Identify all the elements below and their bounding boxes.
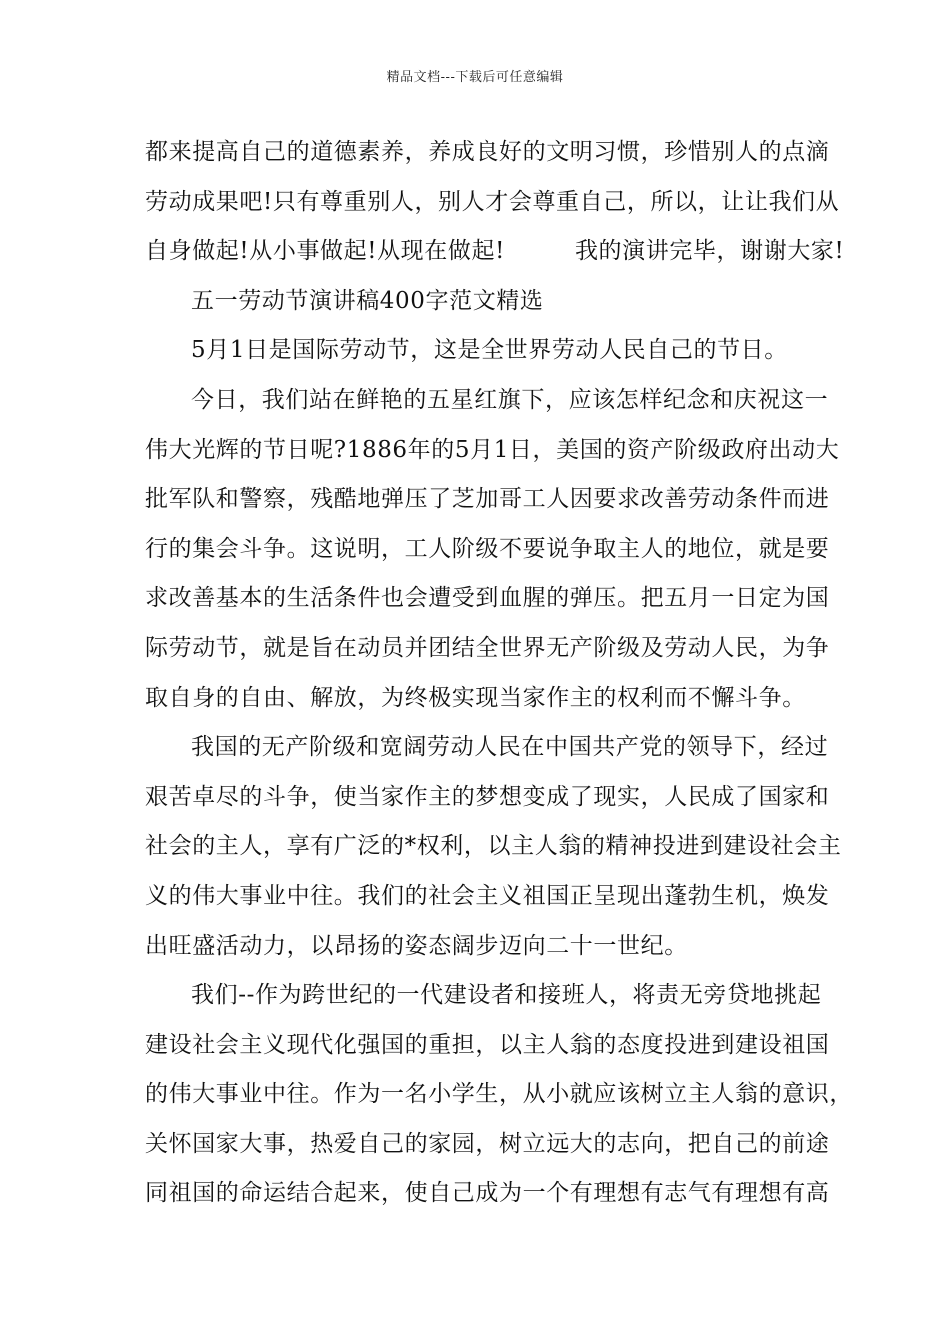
text-line: 今日，我们站在鲜艳的五星红旗下，应该怎样纪念和庆祝这一 xyxy=(191,386,829,413)
text-line: 出旺盛活动力，以昂扬的姿态阔步迈向二十一世纪。 xyxy=(145,932,688,959)
text-line: 都来提高自己的道德素养，养成良好的文明习惯，珍惜别人的点滴 xyxy=(145,139,830,165)
text-line: 行的集会斗争。这说明，工人阶级不要说争取主人的地位，就是要 xyxy=(145,535,830,562)
text-line: 批军队和警察，残酷地弹压了芝加哥工人因要求改善劳动条件而进 xyxy=(145,486,830,513)
text-line: 5月1日是国际劳动节，这是全世界劳动人民自己的节日。 xyxy=(191,337,788,364)
text-line: 际劳动节，就是旨在动员并团结全世界无产阶级及劳动人民，为争 xyxy=(145,634,830,661)
text-line: 我国的无产阶级和宽阔劳动人民在中国共产党的领导下，经过 xyxy=(191,734,829,761)
text-line: 求改善基本的生活条件也会遭受到血腥的弹压。把五月一日定为国 xyxy=(145,585,830,612)
text-line: 艰苦卓尽的斗争，使当家作主的梦想变成了现实，人民成了国家和 xyxy=(145,783,830,810)
closing-remark: 我的演讲完毕，谢谢大家! xyxy=(574,238,845,265)
text-line: 关怀国家大事，热爱自己的家园，树立远大的志向，把自己的前途 xyxy=(145,1130,830,1157)
page-header: 精品文档---下载后可任意编辑 xyxy=(386,70,564,85)
text-line: 劳动成果吧!只有尊重别人，别人才会尊重自己，所以，让让我们从 xyxy=(145,188,840,215)
text-line: 建设社会主义现代化强国的重担，以主人翁的态度投进到建设祖国 xyxy=(145,1031,830,1058)
text-line: 社会的主人，享有广泛的*权利，以主人翁的精神投进到建设社会主 xyxy=(145,833,842,860)
section-title: 五一劳动节演讲稿400字范文精选 xyxy=(191,287,544,314)
text-line: 我们--作为跨世纪的一代建设者和接班人，将责无旁贷地挑起 xyxy=(191,982,822,1009)
text-line xyxy=(145,227,845,277)
text-line-main: 自身做起!从小事做起!从现在做起! xyxy=(145,238,505,265)
text-line: 同祖国的命运结合起来，使自己成为一个有理想有志气有理想有高 xyxy=(145,1180,830,1207)
text-line: 义的伟大事业中往。我们的社会主义祖国正呈现出蓬勃生机，焕发 xyxy=(145,882,830,909)
text-line: 伟大光辉的节日呢?1886年的5月1日，美国的资产阶级政府出动大 xyxy=(145,436,840,463)
document-body xyxy=(145,128,853,1219)
text-line: 取自身的自由、解放，为终极实现当家作主的权利而不懈斗争。 xyxy=(145,684,806,711)
text-line: 的伟大事业中往。作为一名小学生，从小就应该树立主人翁的意识， xyxy=(145,1081,853,1108)
